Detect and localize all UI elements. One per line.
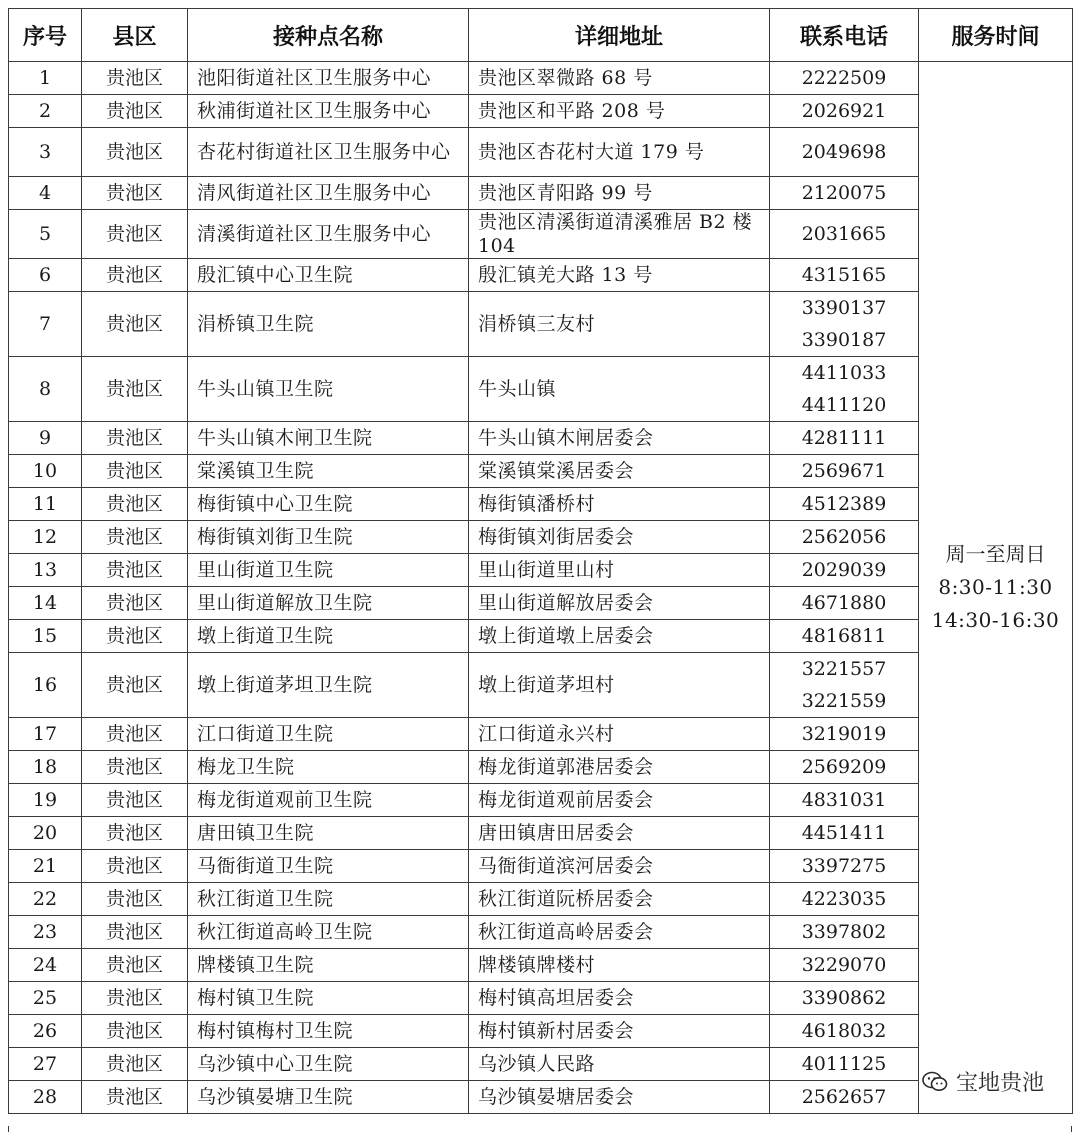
- header-service-hours: 服务时间: [919, 9, 1073, 62]
- row-phone: [770, 751, 919, 784]
- row-address: 牛头山镇木闸居委会: [469, 422, 770, 455]
- phone-number: 4011125: [801, 1053, 887, 1075]
- table-row: [9, 751, 1073, 784]
- phone-number: 2026921: [801, 100, 887, 122]
- row-number: 6: [9, 259, 82, 292]
- row-address: 乌沙镇晏塘居委会: [469, 1081, 770, 1114]
- row-phone: [770, 653, 919, 718]
- row-phone: [770, 95, 919, 128]
- row-address: 梅街镇潘桥村: [469, 488, 770, 521]
- table-row: [9, 718, 1073, 751]
- row-site-name: 梅街镇中心卫生院: [188, 488, 469, 521]
- row-site-name: 清溪街道社区卫生服务中心: [188, 210, 469, 259]
- table-continuation: [8, 1126, 1072, 1132]
- row-site-name: 梅龙街道观前卫生院: [188, 784, 469, 817]
- row-address: 梅村镇高坦居委会: [469, 982, 770, 1015]
- row-district: 贵池区: [82, 883, 188, 916]
- row-phone: [770, 620, 919, 653]
- phone-number: 3219019: [801, 723, 887, 745]
- row-number: 1: [9, 62, 82, 95]
- row-district: 贵池区: [82, 817, 188, 850]
- row-district: 贵池区: [82, 784, 188, 817]
- phone-number: 4281111: [801, 427, 887, 449]
- row-district: 贵池区: [82, 587, 188, 620]
- phone-number: 4411120: [801, 394, 887, 416]
- row-site-name: 里山街道解放卫生院: [188, 587, 469, 620]
- row-district: 贵池区: [82, 455, 188, 488]
- watermark: [922, 1066, 1044, 1097]
- row-number: 5: [9, 210, 82, 259]
- row-district: 贵池区: [82, 554, 188, 587]
- row-address: 秋江街道高岭居委会: [469, 916, 770, 949]
- header-no: 序号: [9, 9, 82, 62]
- service-time-slot: 14:30-16:30: [931, 608, 1060, 632]
- row-site-name: 乌沙镇中心卫生院: [188, 1048, 469, 1081]
- service-hours-cell: [919, 62, 1073, 1114]
- row-address: 梅龙街道观前居委会: [469, 784, 770, 817]
- row-number: 25: [9, 982, 82, 1015]
- row-district: 贵池区: [82, 62, 188, 95]
- row-district: 贵池区: [82, 292, 188, 357]
- service-time-slot: 8:30-11:30: [938, 575, 1053, 599]
- row-district: 贵池区: [82, 488, 188, 521]
- row-district: 贵池区: [82, 620, 188, 653]
- row-site-name: 马衙街道卫生院: [188, 850, 469, 883]
- row-number: 3: [9, 128, 82, 177]
- table-row: [9, 422, 1073, 455]
- phone-number: 2562657: [801, 1086, 887, 1108]
- row-address: 墩上街道茅坦村: [469, 653, 770, 718]
- row-phone: [770, 357, 919, 422]
- row-district: 贵池区: [82, 751, 188, 784]
- row-number: 7: [9, 292, 82, 357]
- row-address: 乌沙镇人民路: [469, 1048, 770, 1081]
- row-address: 里山街道里山村: [469, 554, 770, 587]
- row-site-name: 秋江街道卫生院: [188, 883, 469, 916]
- row-site-name: 牛头山镇木闸卫生院: [188, 422, 469, 455]
- row-address: 唐田镇唐田居委会: [469, 817, 770, 850]
- phone-number: 2120075: [801, 182, 887, 204]
- watermark-text: 宝地贵池: [955, 1071, 1044, 1096]
- table-row: [9, 850, 1073, 883]
- row-number: 14: [9, 587, 82, 620]
- table-row: [9, 554, 1073, 587]
- table-row: [9, 1048, 1073, 1081]
- row-site-name: 江口街道卫生院: [188, 718, 469, 751]
- row-number: 20: [9, 817, 82, 850]
- header-district: 县区: [82, 9, 188, 62]
- row-number: 21: [9, 850, 82, 883]
- table-row: [9, 357, 1073, 422]
- phone-number: 2569209: [801, 756, 887, 778]
- row-site-name: 棠溪镇卫生院: [188, 455, 469, 488]
- row-number: 19: [9, 784, 82, 817]
- wechat-icon: [922, 1071, 948, 1093]
- row-address: 江口街道永兴村: [469, 718, 770, 751]
- row-number: 12: [9, 521, 82, 554]
- vaccination-sites-sheet: [8, 8, 1072, 1114]
- row-number: 16: [9, 653, 82, 718]
- vaccination-sites-table: [8, 8, 1073, 1114]
- table-row: [9, 784, 1073, 817]
- row-number: 26: [9, 1015, 82, 1048]
- row-number: 13: [9, 554, 82, 587]
- row-district: 贵池区: [82, 1048, 188, 1081]
- row-district: 贵池区: [82, 916, 188, 949]
- table-body: [9, 62, 1073, 1114]
- row-phone: [770, 784, 919, 817]
- row-number: 10: [9, 455, 82, 488]
- row-district: 贵池区: [82, 718, 188, 751]
- service-days: 周一至周日: [945, 542, 1046, 566]
- row-district: 贵池区: [82, 982, 188, 1015]
- row-site-name: 墩上街道卫生院: [188, 620, 469, 653]
- table-row: [9, 1081, 1073, 1114]
- phone-number: 3390187: [801, 329, 887, 351]
- row-phone: [770, 521, 919, 554]
- row-district: 贵池区: [82, 521, 188, 554]
- header-row: [9, 9, 1073, 62]
- row-address: 贵池区清溪街道清溪雅居 B2 楼 104: [469, 210, 770, 259]
- row-phone: [770, 488, 919, 521]
- table-row: [9, 817, 1073, 850]
- row-site-name: 唐田镇卫生院: [188, 817, 469, 850]
- row-district: 贵池区: [82, 177, 188, 210]
- row-phone: [770, 259, 919, 292]
- phone-number: 2049698: [801, 141, 887, 163]
- table-row: [9, 177, 1073, 210]
- row-number: 11: [9, 488, 82, 521]
- row-number: 18: [9, 751, 82, 784]
- row-address: 牛头山镇: [469, 357, 770, 422]
- row-phone: [770, 177, 919, 210]
- row-number: 9: [9, 422, 82, 455]
- phone-number: 3229070: [801, 954, 887, 976]
- phone-number: 3397275: [801, 855, 887, 877]
- row-site-name: 牛头山镇卫生院: [188, 357, 469, 422]
- phone-number: 4816811: [801, 625, 887, 647]
- row-address: 梅村镇新村居委会: [469, 1015, 770, 1048]
- row-phone: [770, 1048, 919, 1081]
- row-district: 贵池区: [82, 128, 188, 177]
- row-number: 2: [9, 95, 82, 128]
- row-district: 贵池区: [82, 422, 188, 455]
- row-address: 梅街镇刘街居委会: [469, 521, 770, 554]
- row-phone: [770, 587, 919, 620]
- row-address: 贵池区杏花村大道 179 号: [469, 128, 770, 177]
- header-address: 详细地址: [469, 9, 770, 62]
- table-row: [9, 916, 1073, 949]
- row-phone: [770, 62, 919, 95]
- row-site-name: 殷汇镇中心卫生院: [188, 259, 469, 292]
- row-district: 贵池区: [82, 1015, 188, 1048]
- row-district: 贵池区: [82, 259, 188, 292]
- table-row: [9, 982, 1073, 1015]
- row-phone: [770, 455, 919, 488]
- row-district: 贵池区: [82, 210, 188, 259]
- row-phone: [770, 850, 919, 883]
- row-number: 28: [9, 1081, 82, 1114]
- row-address: 殷汇镇羌大路 13 号: [469, 259, 770, 292]
- phone-number: 3397802: [801, 921, 887, 943]
- row-district: 贵池区: [82, 653, 188, 718]
- table-row: [9, 1015, 1073, 1048]
- row-phone: [770, 422, 919, 455]
- row-address: 秋江街道阮桥居委会: [469, 883, 770, 916]
- row-district: 贵池区: [82, 1081, 188, 1114]
- row-phone: [770, 916, 919, 949]
- table-row: [9, 210, 1073, 259]
- row-number: 27: [9, 1048, 82, 1081]
- row-phone: [770, 982, 919, 1015]
- phone-number: 3221559: [801, 690, 887, 712]
- row-phone: [770, 718, 919, 751]
- row-phone: [770, 292, 919, 357]
- phone-number: 4315165: [801, 264, 887, 286]
- phone-number: 2562056: [801, 526, 887, 548]
- phone-number: 4451411: [801, 822, 887, 844]
- row-site-name: 秋江街道高岭卫生院: [188, 916, 469, 949]
- row-phone: [770, 1015, 919, 1048]
- row-site-name: 梅村镇卫生院: [188, 982, 469, 1015]
- table-row: [9, 521, 1073, 554]
- row-phone: [770, 1081, 919, 1114]
- row-site-name: 池阳街道社区卫生服务中心: [188, 62, 469, 95]
- table-row: [9, 587, 1073, 620]
- table-row: [9, 620, 1073, 653]
- row-address: 贵池区和平路 208 号: [469, 95, 770, 128]
- row-phone: [770, 949, 919, 982]
- row-number: 23: [9, 916, 82, 949]
- phone-number: 4831031: [801, 789, 887, 811]
- phone-number: 3221557: [801, 658, 887, 680]
- row-number: 17: [9, 718, 82, 751]
- phone-number: 4411033: [801, 362, 887, 384]
- row-address: 涓桥镇三友村: [469, 292, 770, 357]
- row-district: 贵池区: [82, 949, 188, 982]
- header-site-name: 接种点名称: [188, 9, 469, 62]
- row-phone: [770, 883, 919, 916]
- row-address: 贵池区翠微路 68 号: [469, 62, 770, 95]
- phone-number: 3390137: [801, 297, 887, 319]
- table-row: [9, 949, 1073, 982]
- row-number: 22: [9, 883, 82, 916]
- table-row: [9, 292, 1073, 357]
- row-site-name: 梅街镇刘街卫生院: [188, 521, 469, 554]
- phone-number: 4671880: [801, 592, 887, 614]
- table-row: [9, 455, 1073, 488]
- row-site-name: 秋浦街道社区卫生服务中心: [188, 95, 469, 128]
- row-site-name: 清风街道社区卫生服务中心: [188, 177, 469, 210]
- row-number: 15: [9, 620, 82, 653]
- table-row: [9, 259, 1073, 292]
- phone-number: 2029039: [801, 559, 887, 581]
- row-site-name: 杏花村街道社区卫生服务中心: [188, 128, 469, 177]
- row-district: 贵池区: [82, 95, 188, 128]
- row-phone: [770, 554, 919, 587]
- row-site-name: 墩上街道茅坦卫生院: [188, 653, 469, 718]
- row-district: 贵池区: [82, 850, 188, 883]
- row-address: 马衙街道滨河居委会: [469, 850, 770, 883]
- row-address: 梅龙街道郭港居委会: [469, 751, 770, 784]
- row-site-name: 梅村镇梅村卫生院: [188, 1015, 469, 1048]
- phone-number: 2569671: [801, 460, 887, 482]
- table-row: [9, 128, 1073, 177]
- phone-number: 2222509: [801, 67, 887, 89]
- row-number: 4: [9, 177, 82, 210]
- row-address: 牌楼镇牌楼村: [469, 949, 770, 982]
- row-district: 贵池区: [82, 357, 188, 422]
- row-address: 里山街道解放居委会: [469, 587, 770, 620]
- row-number: 24: [9, 949, 82, 982]
- row-address: 贵池区青阳路 99 号: [469, 177, 770, 210]
- row-phone: [770, 817, 919, 850]
- phone-number: 2031665: [801, 223, 887, 245]
- phone-number: 4618032: [801, 1020, 887, 1042]
- row-site-name: 乌沙镇晏塘卫生院: [188, 1081, 469, 1114]
- row-address: 棠溪镇棠溪居委会: [469, 455, 770, 488]
- row-phone: [770, 128, 919, 177]
- table-row: [9, 62, 1073, 95]
- row-site-name: 里山街道卫生院: [188, 554, 469, 587]
- row-phone: [770, 210, 919, 259]
- row-site-name: 梅龙卫生院: [188, 751, 469, 784]
- row-site-name: 涓桥镇卫生院: [188, 292, 469, 357]
- phone-number: 4223035: [801, 888, 887, 910]
- row-site-name: 牌楼镇卫生院: [188, 949, 469, 982]
- table-row: [9, 95, 1073, 128]
- table-row: [9, 883, 1073, 916]
- table-row: [9, 653, 1073, 718]
- header-phone: 联系电话: [770, 9, 919, 62]
- row-number: 8: [9, 357, 82, 422]
- phone-number: 4512389: [801, 493, 887, 515]
- phone-number: 3390862: [801, 987, 887, 1009]
- table-row: [9, 488, 1073, 521]
- row-address: 墩上街道墩上居委会: [469, 620, 770, 653]
